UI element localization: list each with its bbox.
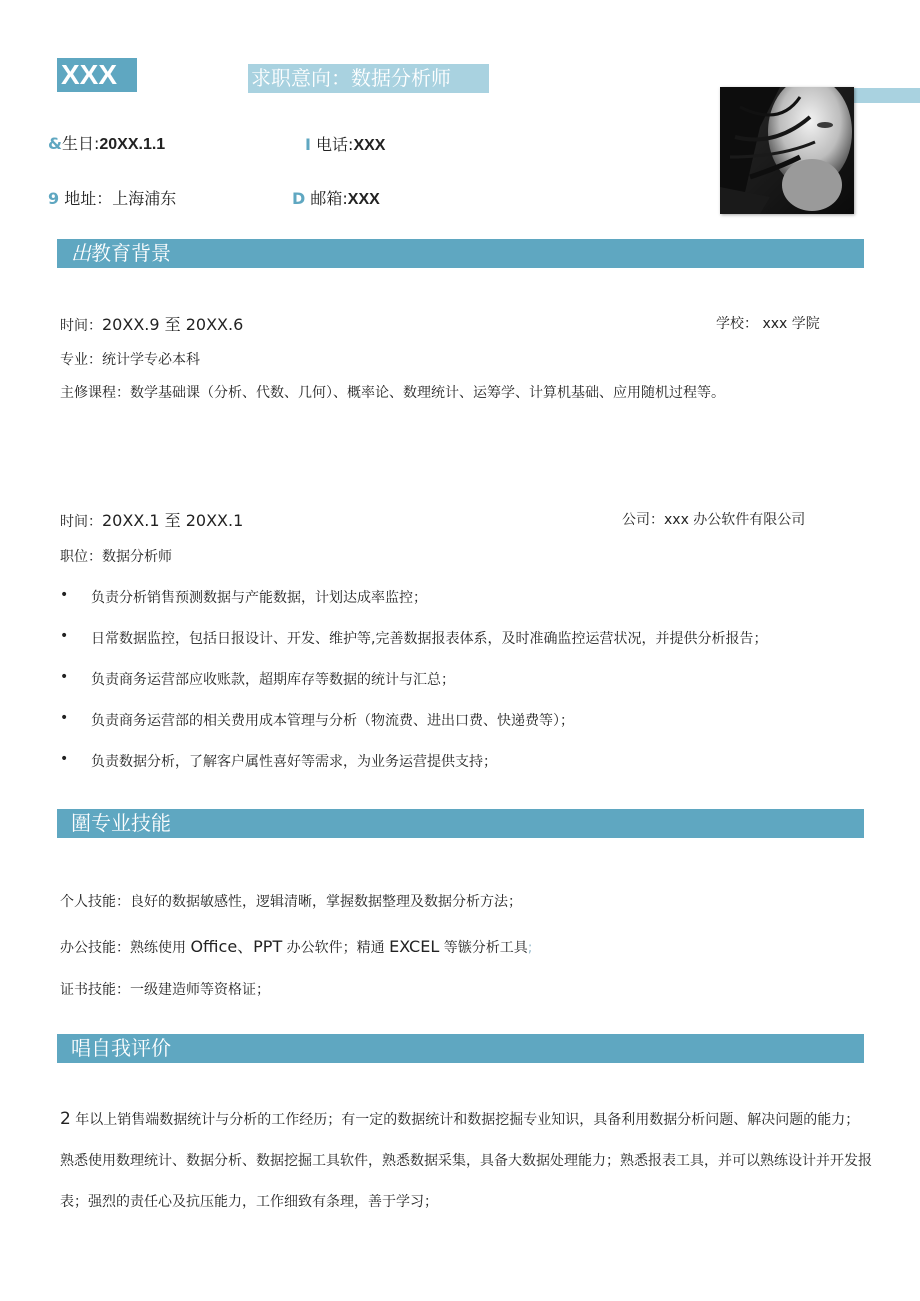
evaluation-body: 年以上销售端数据统计与分析的工作经历；有一定的数据统计和数据挖掘专业知识，具备利用数据分析问题、解决问题的能力；熟悉使用数理统计、数据分析、数据挖掘工具软件，熟悉数据采集，具备大数据处理能力；熟悉报表工具，并可以熟练设计并开发报表；强烈的责任心及抗压能力，工作细致有条理，善于学习； — [60, 1112, 872, 1210]
birth-label: 生日: — [61, 134, 100, 153]
birth-icon: & — [48, 134, 62, 153]
decorative-stripe — [852, 88, 920, 103]
candidate-name: XXX — [61, 59, 118, 90]
bullet: • — [60, 669, 69, 685]
duty-text: 负责商务运营部的相关费用成本管理与分析（物流费、进出口费、快递费等）； — [91, 713, 574, 729]
bullet: • — [60, 751, 69, 767]
duty-text: 日常数据监控，包括日报设计、开发、维护等,完善数据报表体系，及时准确监控运营状况，并提供分析报告； — [91, 631, 768, 647]
work-position: 职位：数据分析师 — [60, 549, 172, 565]
duty-text: 负责数据分析，了解客户属性喜好等需求，为业务运营提供支持； — [91, 754, 497, 770]
office-end: ; — [527, 940, 533, 956]
location-icon: 9 — [48, 189, 60, 208]
time-label: 时间： — [60, 318, 102, 334]
portrait-image — [720, 87, 854, 214]
list-item — [60, 587, 427, 606]
email-icon: D — [292, 189, 306, 208]
phone-icon: I — [305, 135, 311, 154]
list-item — [60, 669, 455, 688]
time-label: 时间： — [60, 514, 102, 530]
section-title: 教育背景 — [91, 241, 171, 265]
info-phone — [305, 132, 385, 155]
office-software: Office、PPT — [190, 937, 283, 956]
info-birth — [48, 131, 165, 154]
bullet: • — [60, 628, 69, 644]
list-item — [60, 751, 497, 770]
education-school: 学校： xxx 学院 — [716, 316, 820, 332]
email-value: XXX — [347, 191, 380, 208]
skill-personal: 个人技能：良好的数据敏感性，逻辑清晰，掌握数据整理及数据分析方法； — [60, 894, 522, 910]
section-evaluation — [57, 1034, 864, 1063]
name-banner — [57, 58, 137, 92]
self-evaluation-text — [60, 1099, 872, 1223]
office-prefix: 办公技能：熟练使用 — [60, 940, 191, 956]
time-value: 20XX.1 至 20XX.1 — [102, 511, 244, 530]
section-title: 唱自我评价 — [71, 1036, 171, 1060]
job-intent: 求职意向：数据分析师 — [251, 66, 451, 90]
bullet: • — [60, 710, 69, 726]
section-title: 圍专业技能 — [71, 811, 171, 835]
list-item — [60, 628, 768, 647]
education-time — [60, 312, 243, 335]
address-value: 上海浦东 — [112, 189, 177, 208]
section-skills — [57, 809, 864, 838]
education-courses: 主修课程：数学基础课（分析、代数、几何）、概率论、数理统计、运筹学、计算机基础、应用随机过程等。 — [60, 385, 725, 401]
birth-value: 20XX.1.1 — [99, 136, 166, 153]
info-email — [292, 186, 380, 209]
skill-office — [60, 934, 532, 957]
info-address — [48, 186, 176, 209]
office-suffix: 等镞分析工具 — [439, 940, 528, 956]
work-time — [60, 508, 243, 531]
bullet: • — [60, 587, 69, 603]
duty-text: 负责分析销售预测数据与产能数据，计划达成率监控； — [91, 590, 427, 606]
list-item — [60, 710, 574, 729]
education-major: 专业：统计学专必本科 — [60, 352, 200, 368]
duty-text: 负责商务运营部应收账款，超期库存等数据的统计与汇总； — [91, 672, 455, 688]
section-education — [57, 239, 864, 268]
time-value: 20XX.9 至 20XX.6 — [102, 315, 244, 334]
job-intent-banner — [248, 64, 489, 93]
skill-certificate: 证书技能：一级建造师等资格证； — [60, 982, 270, 998]
office-middle: 办公软件；精通 — [282, 940, 390, 956]
phone-label: 电话: — [316, 135, 354, 154]
work-company: 公司：xxx 办公软件有限公司 — [622, 512, 806, 528]
address-label: 地址： — [64, 189, 113, 208]
evaluation-lead: 2 — [60, 1109, 71, 1129]
education-icon: 出 — [71, 241, 91, 265]
phone-value: XXX — [353, 137, 386, 154]
excel-software: EXCEL — [389, 937, 440, 956]
profile-photo — [720, 87, 854, 214]
email-label: 邮箱: — [310, 189, 348, 208]
